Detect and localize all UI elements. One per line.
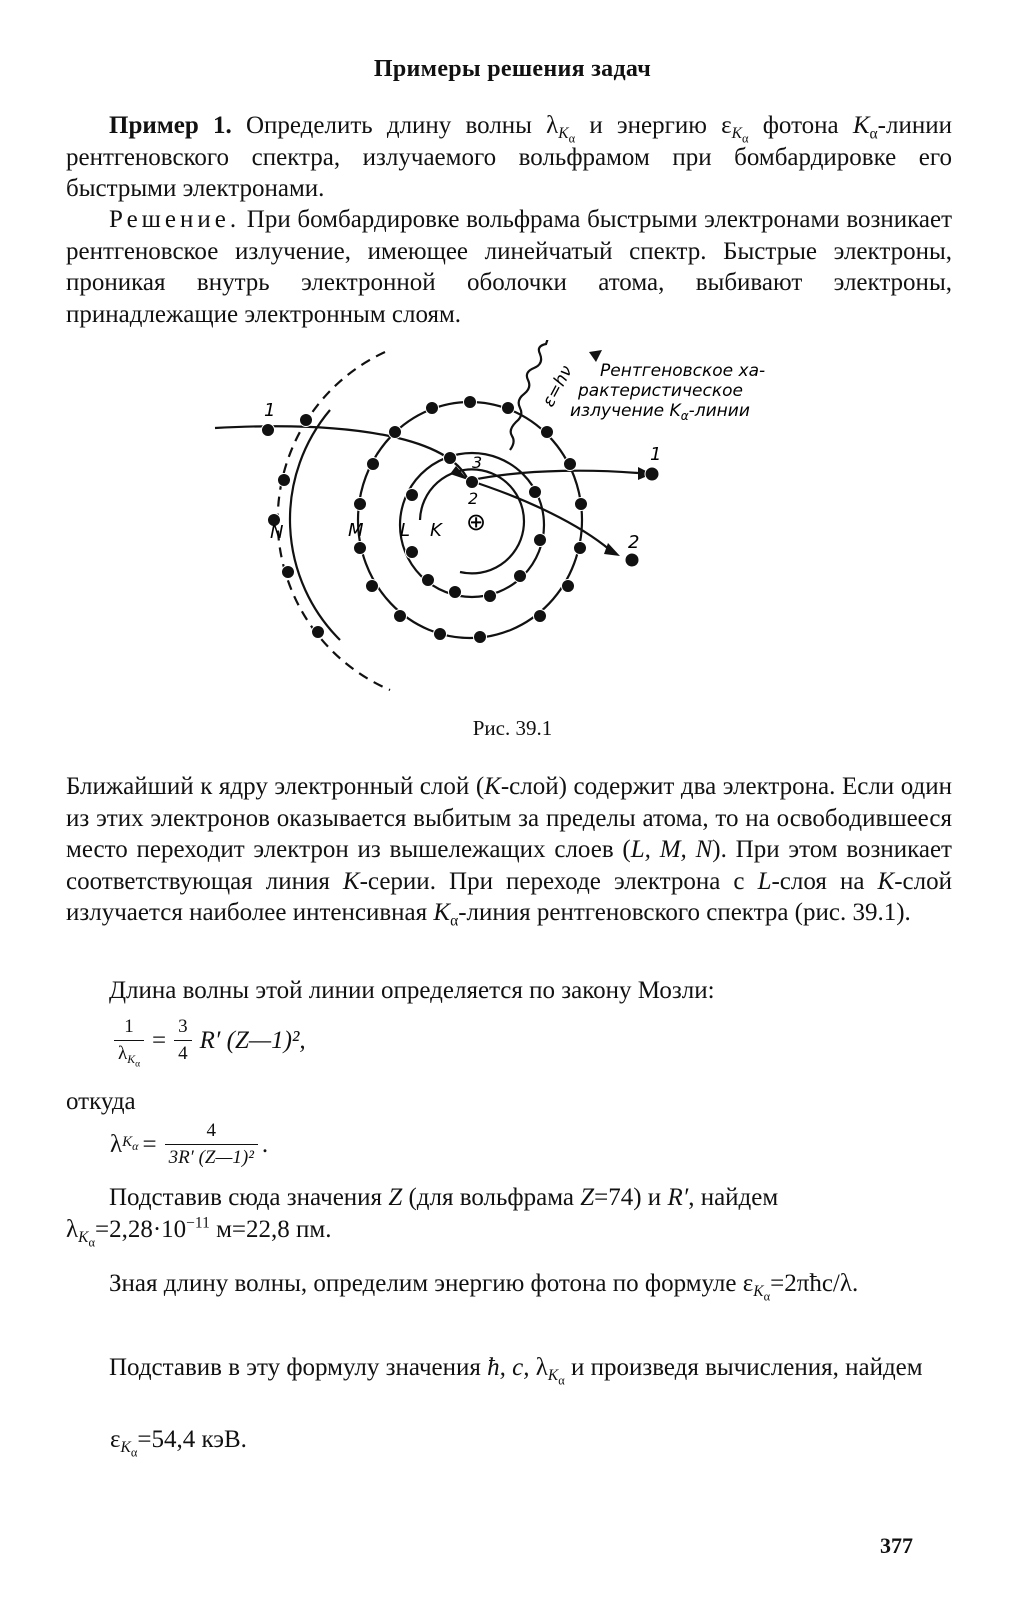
page-number: 377 <box>880 1533 913 1558</box>
wavelength-formula: λ $K_\alpha$ = $\frac{4}{\text{3R′ (Z—1)²}}$ . <box>110 1120 269 1168</box>
annotation-line-2: рактеристическое <box>578 381 743 401</box>
nucleus-symbol: ⊕ <box>466 508 487 536</box>
atom-diagram <box>210 340 810 700</box>
shell-label-l: L <box>400 520 411 541</box>
example-label: Пример 1. <box>109 112 232 139</box>
figure-caption: Рис. 39.1 <box>472 716 553 740</box>
photon-label: ε=hν <box>538 362 577 411</box>
body-paragraph-4: Зная длину волны, определим энергию фотона по формуле $\varepsilon_{K_\alpha}=2\pi ħc/\lambda$. <box>109 1270 859 1304</box>
otkuda-text: откуда <box>66 1088 136 1115</box>
body-paragraph-1: Ближайший к ядру электронный слой (K-слой) содержит два электрона. Если один из этих электронов оказывается выбитым за пределы атома, то на освободившееся место переходит электрон из вышележащих слоев (L, M, N). При этом возникает соответствующая линия K-серии. При переходе электрона с L-слоя на K-слой излучается наиболее интенсивная $K_\alpha$-линия рентгеновского спектра (рис. 39.1). <box>66 773 953 930</box>
solution-paragraph: Решение. При бомбардировке вольфрама быстрыми электронами возникает рентгеновское излучение, имеющее линейчатый спектр. Быстрые электроны, проникая внутрь электронной оболочки атома, выбивают электроны, принадлежащие электронным слоям. <box>66 206 952 328</box>
electron-1-out-label: 1 <box>650 444 662 465</box>
solution-label: Решение. <box>109 206 241 233</box>
body-paragraph-2: Длина волны этой линии определяется по закону Мозли: <box>109 977 715 1004</box>
example-paragraph: Пример 1. Определить длину волны $\lambda_{K_\alpha}$ и энергию $\varepsilon_{K_\alpha}$ фотона $K_\alpha$-линии рентгеновского спектра, излучаемого вольфрамом при бомбардировке его быстрыми электронами. <box>66 112 952 202</box>
annotation-line-1: Рентгеновское ха- <box>600 361 766 381</box>
shell-label-n: N <box>270 522 284 543</box>
shell-label-k: K <box>430 520 442 541</box>
shell-label-m: M <box>348 520 364 541</box>
electron-2-knocked-label: 2 <box>468 489 479 508</box>
moseley-formula: $\frac{1}{\lambda_{K_\alpha}}$ = $\frac{3}{4}$ R′ (Z—1)², <box>110 1016 306 1065</box>
section-heading: Примеры решения задач <box>373 56 652 82</box>
result-energy: $\varepsilon_{K_\alpha}=54,4$ кэВ. <box>110 1426 247 1460</box>
electron-1-in-label: 1 <box>264 400 276 421</box>
body-paragraph-3: Подставив сюда значения Z (для вольфрама Z=74) и R′, найдем $\lambda_{K_\alpha}=2,28\cdot 10^{-11}$ м=22,8 пм. <box>66 1184 779 1250</box>
label-3: 3 <box>472 453 483 472</box>
annotation-line-3: излучение $K_\alpha$-линии <box>570 401 750 423</box>
body-paragraph-5: Подставив в эту формулу значения ħ, c, $\lambda_{K_\alpha}$ и произведя вычисления, найдем <box>109 1354 923 1388</box>
electron-2-out-label: 2 <box>628 532 640 553</box>
